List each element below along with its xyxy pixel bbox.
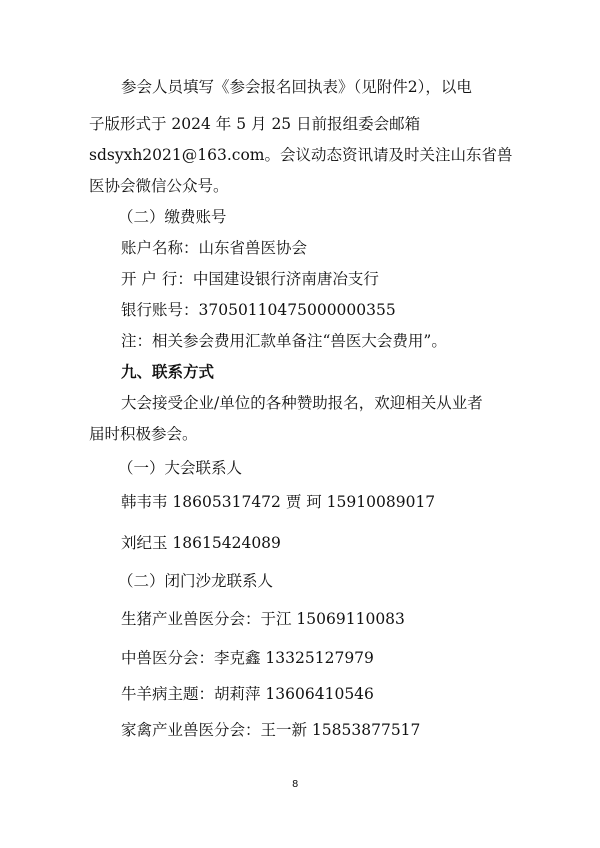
salon-contact-poultry: 家禽产业兽医分会：王一新 15853877517 xyxy=(121,721,421,739)
contact-section-heading: 九、联系方式 xyxy=(121,363,215,381)
salon-contact-swine: 生猪产业兽医分会：于江 15069110083 xyxy=(121,610,405,628)
payment-account-heading: （二）缴费账号 xyxy=(118,208,227,226)
conference-contact-line-2: 刘纪玉 18615424089 xyxy=(121,534,281,552)
salon-contacts-heading: （二）闭门沙龙联系人 xyxy=(118,572,274,590)
sponsorship-paragraph-line-2: 届时积极参会。 xyxy=(89,425,198,443)
registration-paragraph-line-1: 参会人员填写《参会报名回执表》（见附件2），以电 xyxy=(121,78,472,96)
salon-contact-ruminant: 牛羊病主题：胡莉萍 13606410546 xyxy=(121,685,374,703)
registration-paragraph-line-4: 医协会微信公众号。 xyxy=(89,177,229,195)
account-name: 账户名称：山东省兽医协会 xyxy=(121,239,308,257)
registration-paragraph-line-3: sdsyxh2021@163.com。会议动态资讯请及时关注山东省兽 xyxy=(89,146,513,164)
conference-contacts-heading: （一）大会联系人 xyxy=(118,459,243,477)
salon-contact-tcvm: 中兽医分会：李克鑫 13325127979 xyxy=(121,649,374,667)
payment-note: 注：相关参会费用汇款单备注“兽医大会费用”。 xyxy=(121,332,447,350)
sponsorship-paragraph-line-1: 大会接受企业/单位的各种赞助报名，欢迎相关从业者 xyxy=(121,394,483,412)
registration-paragraph-line-2: 子版形式于 2024 年 5 月 25 日前报组委会邮箱 xyxy=(89,115,421,133)
bank-name: 开 户 行：中国建设银行济南唐冶支行 xyxy=(121,270,379,288)
page-number: 8 xyxy=(292,779,299,790)
account-number: 银行账号：37050110475000000355 xyxy=(121,301,396,319)
conference-contact-line-1: 韩韦韦 18605317472 贾 珂 15910089017 xyxy=(121,493,436,511)
